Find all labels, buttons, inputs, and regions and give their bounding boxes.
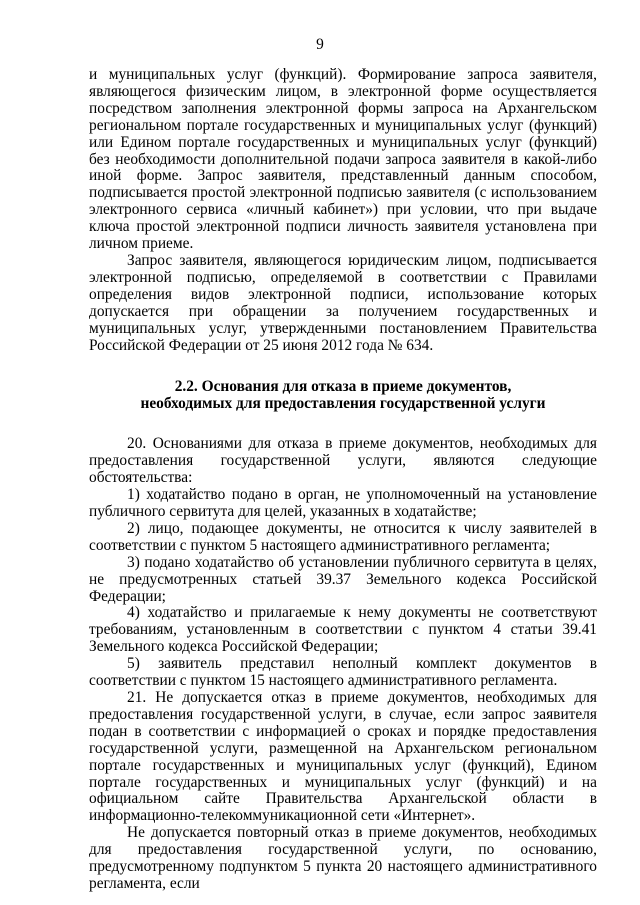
page-number: 9 bbox=[316, 36, 324, 53]
paragraph-legal-entity: Запрос заявителя, являющегося юридическим лицом, подписывается электронной подписью, определяемой в соответствии с Правилами определения видов электронной подписи, использование которых допускается при обращении за получением государственных и муниципальных услуг, утвержденными постановлением Правительства Российской Федерации от 25 июня 2012 года № 634. bbox=[89, 251, 597, 354]
list-item-5: 5) заявитель представил неполный комплект документов в соответствии с пунктом 15 настоящего административного регламента. bbox=[89, 655, 597, 690]
list-item-3: 3) подано ходатайство об установлении публичного сервитута в целях, не предусмотренных статьей 39.37 Земельного кодекса Российской Федерации; bbox=[89, 553, 597, 605]
document-body bbox=[89, 67, 597, 893]
paragraph-repeat-refusal: Не допускается повторный отказ в приеме документов, необходимых для предоставления государственной услуги, по основанию, предусмотренному подпунктом 5 пункта 20 настоящего административного регламента, если bbox=[89, 824, 597, 892]
section-heading-line-1: 2.2. Основания для отказа в приеме документов, bbox=[174, 378, 512, 396]
paragraph-20: 20. Основаниями для отказа в приеме документов, необходимых для предоставления государственной услуги, являются следующие обстоятельства: bbox=[89, 435, 597, 487]
list-item-2: 2) лицо, подающее документы, не относится к числу заявителей в соответствии с пунктом 5 настоящего административного регламента; bbox=[89, 519, 597, 554]
list-item-1: 1) ходатайство подано в орган, не уполномоченный на установление публичного сервитута для целей, указанных в ходатайстве; bbox=[89, 486, 597, 521]
list-item-4: 4) ходатайство и прилагаемые к нему документы не соответствуют требованиям, установленным в соответствии с пунктом 4 статьи 39.41 Земельного кодекса Российской Федерации; bbox=[89, 604, 597, 656]
paragraph-continuation: и муниципальных услуг (функций). Формирование запроса заявителя, являющегося физическим лицом, в электронной форме осуществляется посредством заполнения электронной формы запроса на Архангельском региональном портале государственных и муниципальных услуг (функций) или Едином портале государственных и муниципальных услуг (функций) без необходимости дополнительной подачи запроса заявителя в какой-либо иной форме. Запрос заявителя, представленный данным способом, подписывается простой электронной подписью заявителя (с использованием электронного сервиса «личный кабинет») при условии, что при выдаче ключа простой электронной подписи личность заявителя установлена при личном приеме. bbox=[89, 66, 597, 253]
section-heading-line-2: необходимых для предоставления государственной услуги bbox=[140, 395, 546, 413]
paragraph-21: 21. Не допускается отказ в приеме документов, необходимых для предоставления государственной услуги, в случае, если запрос заявителя подан в соответствии с информацией о сроках и порядке предоставления государственной услуги, размещенной на Архангельском региональном портале государственных и муниципальных услуг (функций), Едином портале государственных и муниципальных услуг (функций) и на официальном сайте Правительства Архангельской области в информационно-телекоммуникационной сети «Интернет». bbox=[89, 689, 597, 825]
section-heading bbox=[89, 378, 597, 412]
